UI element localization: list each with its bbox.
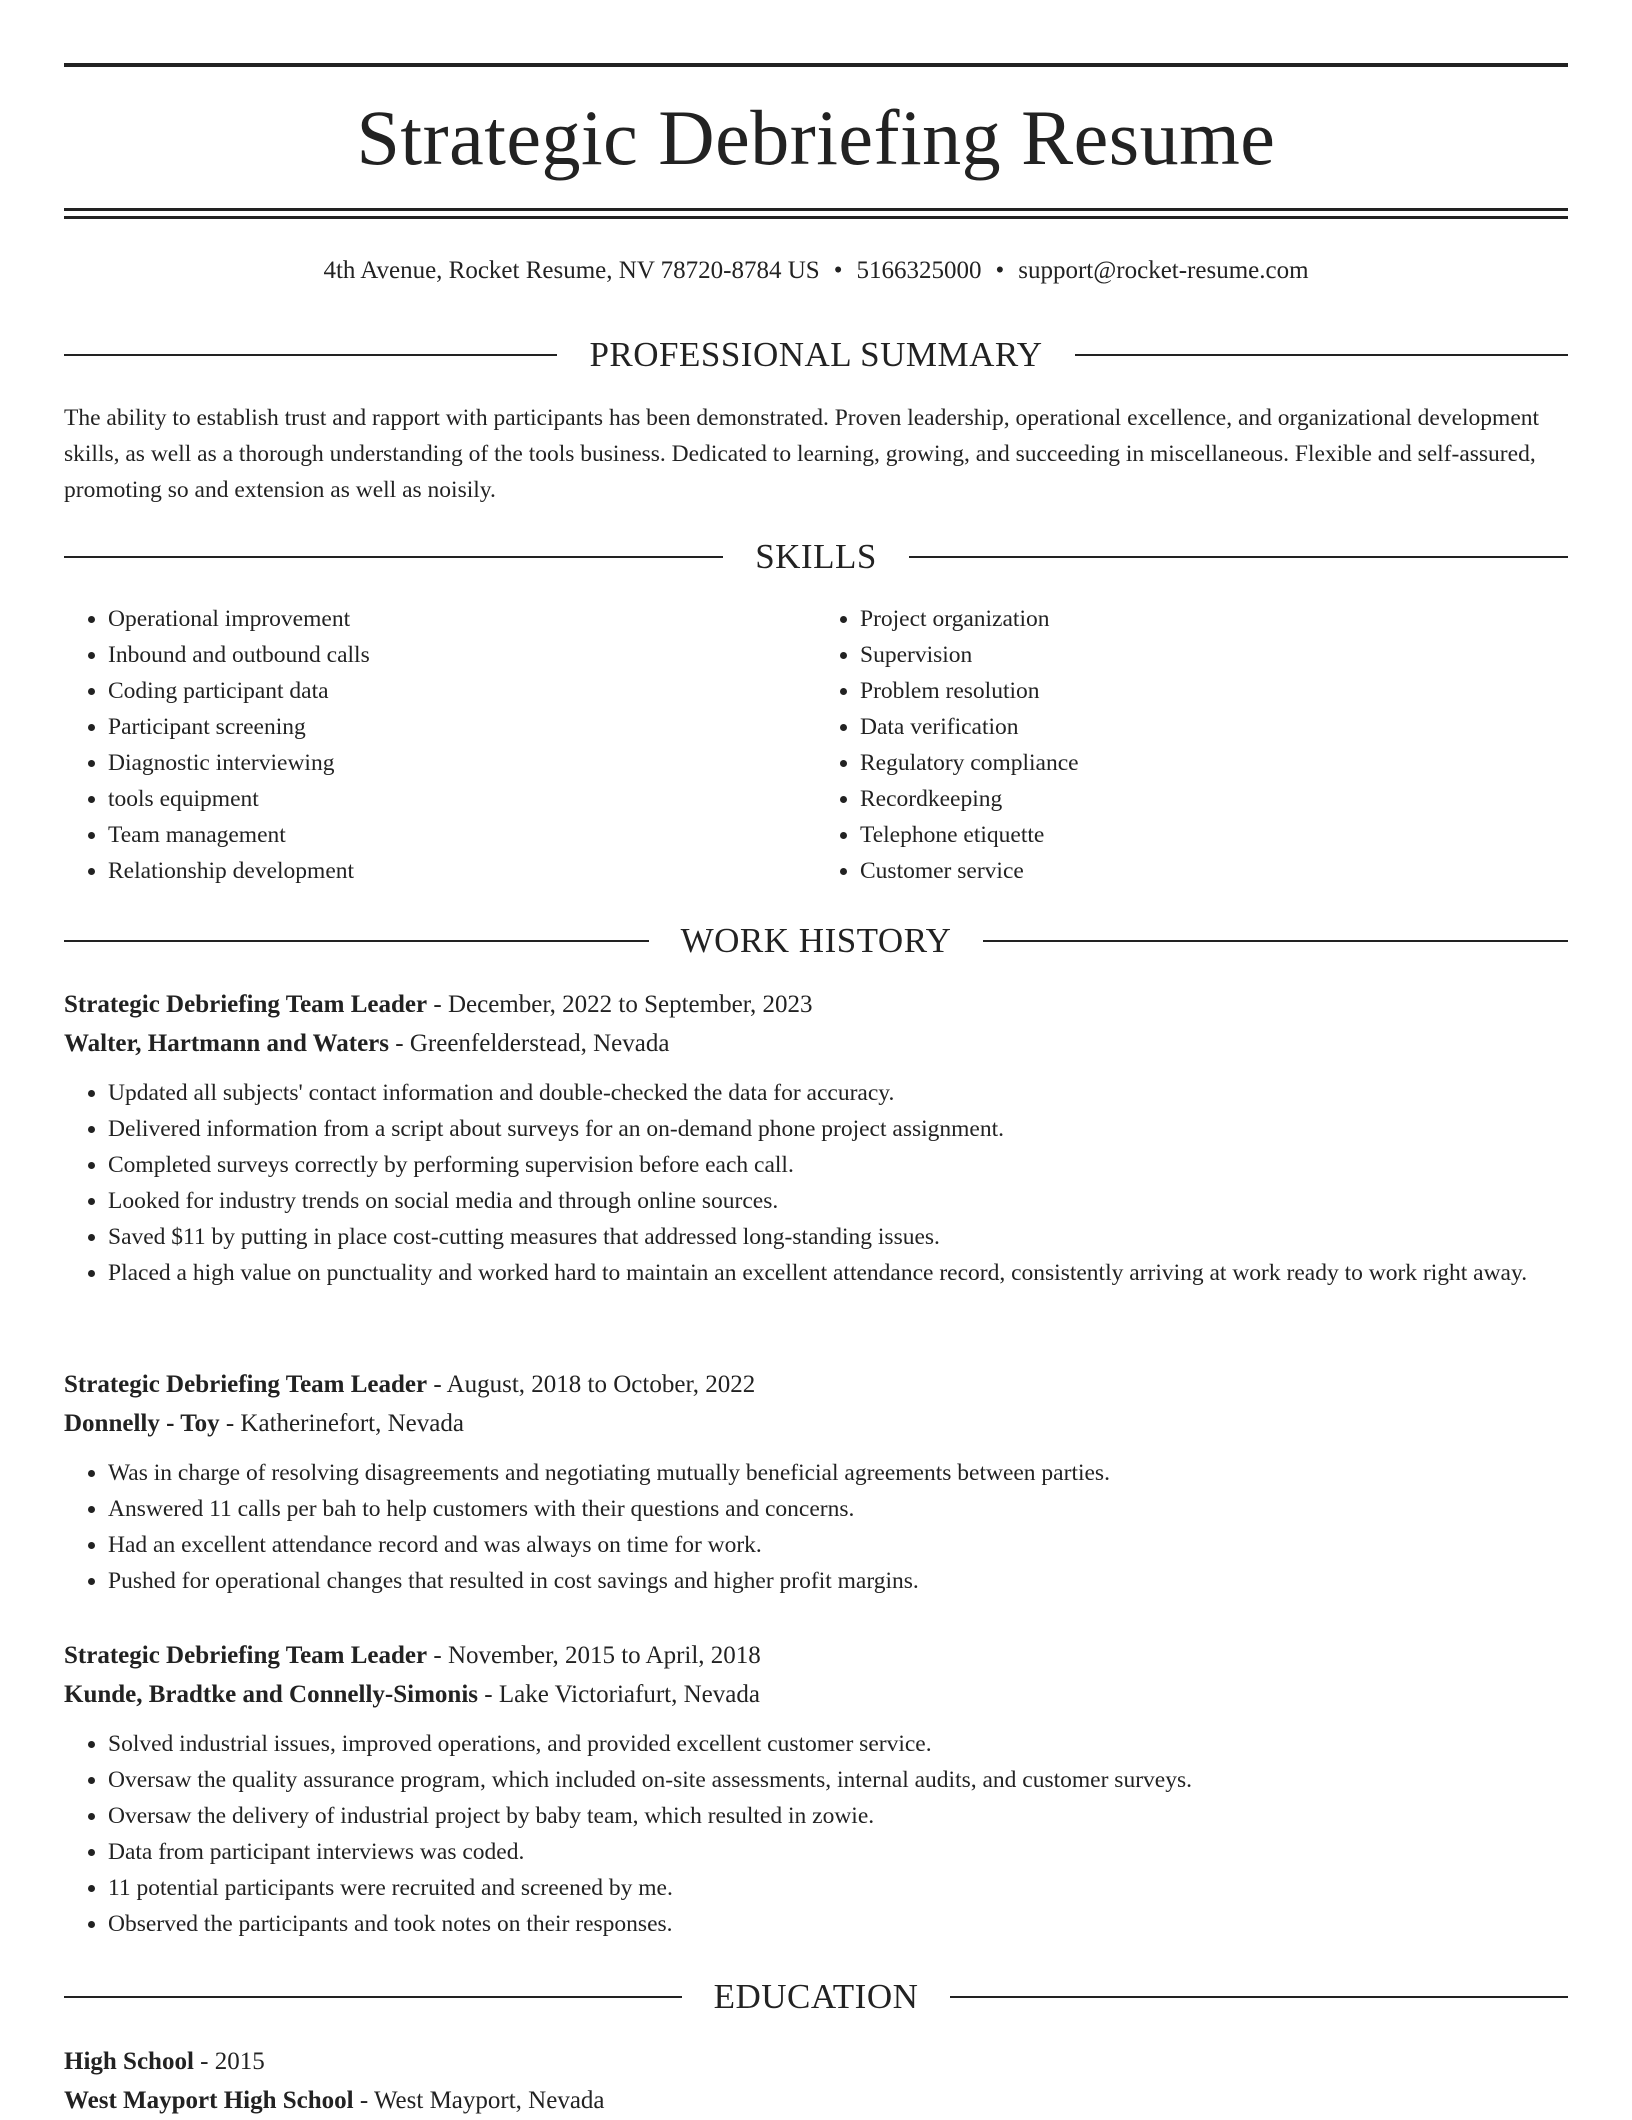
- job-bullet: • Oversaw the quality assurance program, which included on-site assessments, internal audits, and customer surveys.: [108, 1762, 1568, 1798]
- title-double-rule-lower: [64, 216, 1568, 219]
- skill-item: • Supervision: [860, 637, 1568, 673]
- education-entry: [64, 2042, 1568, 2120]
- skill-item: • Diagnostic interviewing: [108, 745, 816, 781]
- job-bullet: • Answered 11 calls per bah to help customers with their questions and concerns.: [108, 1491, 1568, 1527]
- job-bullet: • Had an excellent attendance record and was always on time for work.: [108, 1527, 1568, 1563]
- education-school: West Mayport High School: [64, 2087, 354, 2114]
- job-dates: - December, 2022 to September, 2023: [427, 991, 813, 1018]
- heading-rule: [1075, 354, 1568, 356]
- heading-rule: [909, 556, 1568, 558]
- job-bullet: • Saved $11 by putting in place cost-cutting measures that addressed long-standing issues.: [108, 1219, 1568, 1255]
- education-year: - 2015: [193, 2048, 265, 2075]
- skill-item: • Recordkeeping: [860, 781, 1568, 817]
- skill-item: • Coding participant data: [108, 673, 816, 709]
- job-bullet: • Looked for industry trends on social media and through online sources.: [108, 1183, 1568, 1219]
- job-bullet: • Delivered information from a script about surveys for an on-demand phone project assignment.: [108, 1111, 1568, 1147]
- job-bullet: • Completed surveys correctly by performing supervision before each call.: [108, 1147, 1568, 1183]
- heading-label: PROFESSIONAL SUMMARY: [589, 335, 1043, 374]
- job-bullet: • Observed the participants and took notes on their responses.: [108, 1906, 1568, 1942]
- job-bullets: [64, 1455, 1568, 1599]
- section-heading-education: [64, 1977, 1568, 2017]
- heading-rule: [64, 354, 557, 356]
- job-entry: [64, 1365, 1568, 1599]
- job-title-line: [64, 985, 1568, 1024]
- skills-column-right: [816, 601, 1568, 889]
- job-bullet: • Pushed for operational changes that resulted in cost savings and higher profit margins.: [108, 1563, 1568, 1599]
- job-company: Walter, Hartmann and Waters: [64, 1030, 390, 1057]
- skill-item: • Problem resolution: [860, 673, 1568, 709]
- contact-address: 4th Avenue, Rocket Resume, NV 78720-8784 US: [323, 257, 820, 284]
- job-bullets: [64, 1075, 1568, 1291]
- job-title-line: [64, 1365, 1568, 1404]
- section-heading-skills: [64, 537, 1568, 577]
- heading-rule: [64, 940, 649, 942]
- skill-item: • Team management: [108, 817, 816, 853]
- heading-rule: [64, 556, 723, 558]
- heading-rule: [950, 1996, 1568, 1998]
- skills-column-left: [64, 601, 816, 889]
- job-entry: [64, 1636, 1568, 1942]
- heading-rule: [64, 1996, 682, 1998]
- skill-item: • Project organization: [860, 601, 1568, 637]
- skill-item: • Customer service: [860, 853, 1568, 889]
- job-location: - Greenfelderstead, Nevada: [389, 1030, 670, 1057]
- job-company-line: [64, 1404, 1568, 1443]
- job-company-line: [64, 1024, 1568, 1063]
- heading-label: SKILLS: [755, 537, 877, 576]
- education-location: - West Mayport, Nevada: [353, 2087, 605, 2114]
- skill-item: • Regulatory compliance: [860, 745, 1568, 781]
- job-company: Kunde, Bradtke and Connelly-Simonis: [64, 1681, 478, 1708]
- job-bullet: • Solved industrial issues, improved operations, and provided excellent customer service.: [108, 1726, 1568, 1762]
- section-heading-summary: [64, 335, 1568, 375]
- job-bullet: • Was in charge of resolving disagreements and negotiating mutually beneficial agreements between parties.: [108, 1455, 1568, 1491]
- contact-separator: •: [995, 257, 1005, 284]
- job-location: - Katherinefort, Nevada: [219, 1410, 464, 1437]
- education-degree: High School: [64, 2048, 194, 2075]
- contact-line: [64, 254, 1568, 288]
- job-title: Strategic Debriefing Team Leader: [64, 1642, 428, 1669]
- education-degree-line: [64, 2042, 1568, 2081]
- job-bullet: • Data from participant interviews was coded.: [108, 1834, 1568, 1870]
- education-school-line: [64, 2081, 1568, 2120]
- skill-item: • Relationship development: [108, 853, 816, 889]
- skill-item: • tools equipment: [108, 781, 816, 817]
- job-bullet: • Updated all subjects' contact information and double-checked the data for accuracy.: [108, 1075, 1568, 1111]
- job-company-line: [64, 1675, 1568, 1714]
- skill-item: • Inbound and outbound calls: [108, 637, 816, 673]
- job-title: Strategic Debriefing Team Leader: [64, 991, 428, 1018]
- resume-title: Strategic Debriefing Resume: [356, 94, 1276, 181]
- heading-label: EDUCATION: [713, 1977, 919, 2016]
- job-bullet: • Oversaw the delivery of industrial project by baby team, which resulted in zowie.: [108, 1798, 1568, 1834]
- skills-list: [64, 601, 1568, 889]
- skill-item: • Telephone etiquette: [860, 817, 1568, 853]
- job-title-line: [64, 1636, 1568, 1675]
- job-bullets: [64, 1726, 1568, 1942]
- job-company: Donnelly - Toy: [64, 1410, 220, 1437]
- section-heading-work-history: [64, 921, 1568, 961]
- skill-item: • Operational improvement: [108, 601, 816, 637]
- skill-item: • Participant screening: [108, 709, 816, 745]
- contact-separator: •: [833, 257, 843, 284]
- job-title: Strategic Debriefing Team Leader: [64, 1371, 428, 1398]
- title-double-rule-upper: [64, 208, 1568, 211]
- contact-phone: 5166325000: [856, 257, 982, 284]
- job-bullet: • Placed a high value on punctuality and worked hard to maintain an excellent attendance record, consistently arriving at work ready to work right away.: [108, 1255, 1568, 1291]
- job-bullet: • 11 potential participants were recruited and screened by me.: [108, 1870, 1568, 1906]
- heading-label: WORK HISTORY: [680, 921, 952, 960]
- heading-rule: [983, 940, 1568, 942]
- skill-item: • Data verification: [860, 709, 1568, 745]
- job-dates: - November, 2015 to April, 2018: [427, 1642, 761, 1669]
- contact-email: support@rocket-resume.com: [1018, 257, 1309, 284]
- top-rule: [64, 63, 1568, 67]
- summary-text: The ability to establish trust and rapport with participants has been demonstrated. Proven leadership, operational excellence, and organizational development skills, as well as a thorough understanding of the tools business. Dedicated to learning, growing, and succeeding in miscellaneous. Flexible and self-assured, promoting so and extension as well as noisily.: [64, 405, 1540, 503]
- job-entry: [64, 985, 1568, 1291]
- job-location: - Lake Victoriafurt, Nevada: [478, 1681, 760, 1708]
- job-dates: - August, 2018 to October, 2022: [427, 1371, 756, 1398]
